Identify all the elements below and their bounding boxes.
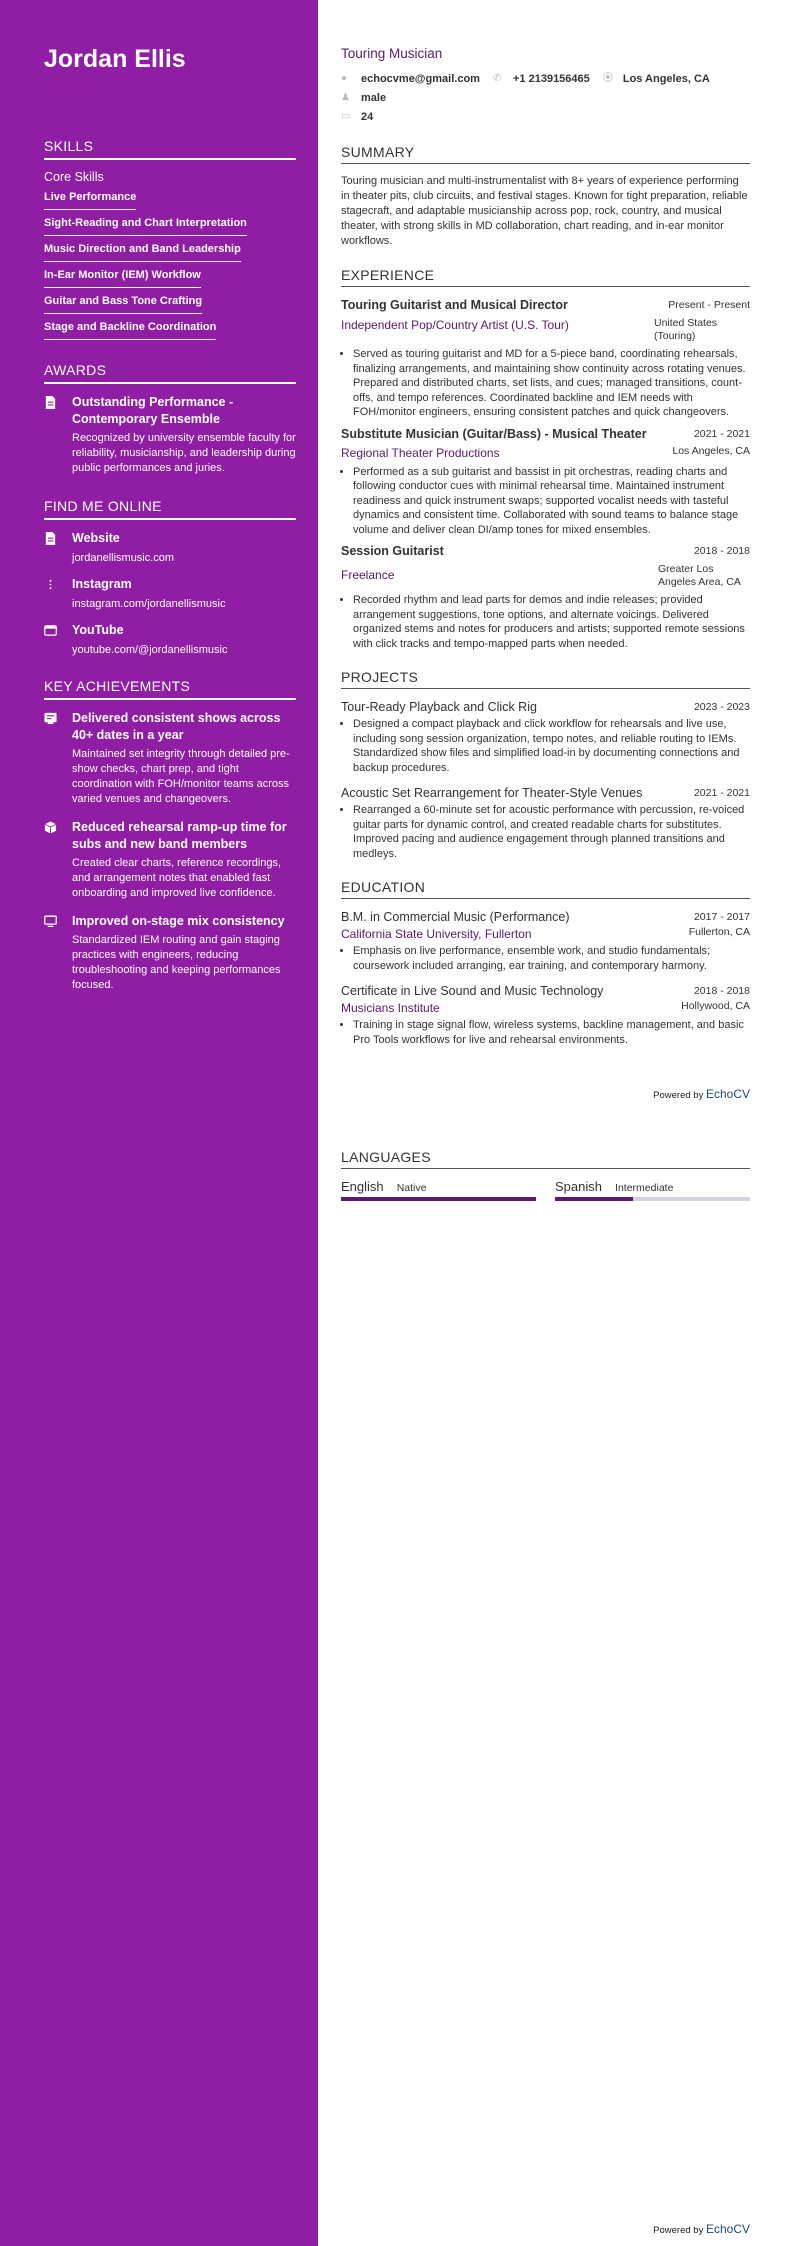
powered-by-brand[interactable]: EchoCV xyxy=(705,1087,750,1101)
skills-section xyxy=(44,138,296,340)
location-contact xyxy=(603,70,710,88)
education-entry xyxy=(341,983,750,1047)
email-icon: ● xyxy=(341,73,348,84)
award-title: Outstanding Performance - Contemporary Ensemble xyxy=(72,395,234,426)
online-section xyxy=(44,498,296,656)
project-title: Tour-Ready Playback and Click Rig xyxy=(341,700,537,714)
project-date: 2023 - 2023 xyxy=(693,701,750,713)
link-title: Instagram xyxy=(72,577,132,591)
projects-heading: PROJECTS xyxy=(341,669,750,689)
skill-item: Guitar and Bass Tone Crafting xyxy=(44,292,202,314)
job-bullet: • Performed as a sub guitarist and bassist in pit orchestras, reading charts and following conductor cues with minimal rehearsal time. Maintained instrument readiness and quick instrument swaps; supported vocalist needs with tasteful dynamics and consistent time. Collaborated with sound teams to balance stage volume and deliver clean DI/amp tones for mixed ensembles. xyxy=(353,465,750,538)
job-company: Independent Pop/Country Artist (U.S. Tour) xyxy=(341,318,569,332)
summary-text: Touring musician and multi-instrumentalist with 8+ years of experience performing in theater pits, club circuits, and festival stages. Known for tight preparation, reliable stagecraft, and adaptable musicianship across pop, rock, country, and musical theater, with strong skills in MD collaboration, chart reading, and in-ear monitor workflows. xyxy=(341,175,748,247)
job-company: Regional Theater Productions xyxy=(341,445,500,460)
language-name: Spanish xyxy=(555,1179,602,1194)
achievement-title: Delivered consistent shows across 40+ dates in a year xyxy=(72,711,281,742)
achievements-heading: KEY ACHIEVEMENTS xyxy=(44,678,296,700)
powered-by-brand[interactable]: EchoCV xyxy=(705,2222,750,2236)
language-item xyxy=(555,1179,750,1201)
award-entry xyxy=(44,394,296,476)
link-entry-instagram[interactable] xyxy=(44,576,296,610)
awards-section xyxy=(44,362,296,476)
degree-title: B.M. in Commercial Music (Performance) xyxy=(341,910,570,924)
awards-heading: AWARDS xyxy=(44,362,296,384)
skill-item: Music Direction and Band Leadership xyxy=(44,240,241,262)
job-entry xyxy=(341,297,750,420)
job-bullet: • Recorded rhythm and lead parts for demos and indie releases; provided arrangement suggestions, tone options, and alternate voicings. Delivered organized stems and notes for producers and artists; supported remote sessions with click tracks and tempo-mapped parts when needed. xyxy=(353,593,750,651)
person-icon: ♟ xyxy=(341,92,350,103)
job-title: Session Guitarist xyxy=(341,544,444,558)
job-date: 2018 - 2018 xyxy=(693,545,750,557)
candidate-name: Jordan Ellis xyxy=(44,45,186,73)
age-contact xyxy=(341,108,373,126)
email-contact[interactable] xyxy=(341,70,480,88)
powered-by-prefix: Powered by xyxy=(653,1090,704,1101)
skill-item: Stage and Backline Coordination xyxy=(44,318,216,340)
summary-heading: SUMMARY xyxy=(341,144,750,164)
skill-item: In-Ear Monitor (IEM) Workflow xyxy=(44,266,201,288)
sidebar xyxy=(0,0,318,2246)
skills-heading: SKILLS xyxy=(44,138,296,160)
school-name: California State University, Fullerton xyxy=(341,927,532,941)
job-location: United States (Touring) xyxy=(654,317,718,342)
projects-section xyxy=(341,669,750,861)
skills-group-label: Core Skills xyxy=(44,170,104,184)
experience-heading: EXPERIENCE xyxy=(341,267,750,287)
award-description: Recognized by university ensemble faculty for reliability, musicianship, and leadership during public performances and juries. xyxy=(72,432,296,474)
powered-by-footer xyxy=(341,1087,750,1101)
link-title: YouTube xyxy=(72,623,124,637)
online-heading: FIND ME ONLINE xyxy=(44,498,296,520)
gender-contact xyxy=(341,89,386,107)
instagram-link[interactable]: instagram.com/jordanellismusic xyxy=(72,598,226,610)
achievement-entry xyxy=(44,913,296,993)
language-proficiency-bar xyxy=(341,1197,536,1201)
role-title: Touring Musician xyxy=(341,46,443,61)
project-title: Acoustic Set Rearrangement for Theater-Style Venues xyxy=(341,786,643,800)
job-company: Freelance xyxy=(341,568,395,582)
job-entry xyxy=(341,543,750,651)
job-entry xyxy=(341,426,750,538)
location-pin-icon: ⦿ xyxy=(602,73,613,84)
achievement-description: Created clear charts, reference recordings, and arrangement notes that enabled fast onboarding and improved live confidence. xyxy=(72,857,282,899)
achievement-entry xyxy=(44,819,296,901)
language-proficiency-fill xyxy=(555,1197,633,1201)
project-bullet: • Designed a compact playback and click workflow for rehearsals and live use, including song session organization, tempo notes, and reliable routing to IEMs. Standardized show files and simplified load-in by documenting connections and backup procedures. xyxy=(353,717,750,775)
achievement-description: Standardized IEM routing and gain staging practices with engineers, reducing troubleshooting and keeping performances focused. xyxy=(72,934,281,991)
age-value: 24 xyxy=(361,111,374,123)
education-heading: EDUCATION xyxy=(341,879,750,899)
achievement-title: Improved on-stage mix consistency xyxy=(72,914,285,928)
language-proficiency-fill xyxy=(341,1197,536,1201)
summary-section xyxy=(341,144,750,249)
language-level: Native xyxy=(396,1182,427,1194)
school-location: Hollywood, CA xyxy=(681,1000,750,1012)
language-proficiency-bar xyxy=(555,1197,750,1201)
education-bullet: • Emphasis on live performance, ensemble work, and studio fundamentals; coursework included arranging, ear training, and contemporary harmony. xyxy=(353,944,750,973)
contact-info xyxy=(341,69,750,126)
achievement-title: Reduced rehearsal ramp-up time for subs and new band members xyxy=(72,820,287,851)
youtube-link[interactable]: youtube.com/@jordanellismusic xyxy=(72,644,228,656)
link-title: Website xyxy=(72,531,120,545)
powered-by-prefix: Powered by xyxy=(653,2225,704,2236)
school-name: Musicians Institute xyxy=(341,1001,440,1015)
education-date: 2017 - 2017 xyxy=(693,911,750,923)
location-value: Los Angeles, CA xyxy=(622,73,710,85)
job-title: Touring Guitarist and Musical Director xyxy=(341,298,568,312)
job-bullet: • Served as touring guitarist and MD for a 5-piece band, coordinating rehearsals, finalizing arrangements, and maintaining show continuity across rotating venues. Prepared and distributed charts, set lists, and cues; managed transitions, count-offs, and tempo references. Coordinated backline and IEM needs with FOH/monitor engineers, ensuring consistent patches and quick changeovers. xyxy=(353,347,750,420)
link-entry-website[interactable] xyxy=(44,530,296,564)
degree-title: Certificate in Live Sound and Music Technology xyxy=(341,984,604,998)
calendar-icon xyxy=(44,710,72,807)
language-item xyxy=(341,1179,536,1201)
skill-item: Live Performance xyxy=(44,188,136,210)
job-location: Los Angeles, CA xyxy=(672,444,750,457)
achievements-section xyxy=(44,678,296,993)
link-entry-youtube[interactable] xyxy=(44,622,296,656)
project-bullet: • Rearranged a 60-minute set for acoustic performance with percussion, re-voiced guitar parts for dynamic control, and created readable charts for substitutes. Improved pacing and audience engagement through planned transitions and medleys. xyxy=(353,803,750,861)
languages-section xyxy=(341,1149,750,1201)
skill-item: Sight-Reading and Chart Interpretation xyxy=(44,214,247,236)
education-date: 2018 - 2018 xyxy=(693,985,750,997)
phone-contact[interactable] xyxy=(493,70,590,88)
education-bullet: • Training in stage signal flow, wireless systems, backline management, and basic Pro Tools workflows for live and rehearsal environments. xyxy=(353,1018,750,1047)
job-date: 2021 - 2021 xyxy=(693,427,750,440)
calendar-small-icon: ▭ xyxy=(341,111,351,122)
languages-heading: LANGUAGES xyxy=(341,1149,750,1169)
youtube-icon xyxy=(44,622,72,656)
project-entry xyxy=(341,785,750,861)
job-location: Greater Los Angeles Area, CA xyxy=(658,563,741,588)
email-value[interactable]: echocvme@gmail.com xyxy=(361,73,480,85)
project-date: 2021 - 2021 xyxy=(693,787,750,799)
school-location: Fullerton, CA xyxy=(688,926,750,938)
education-section xyxy=(341,879,750,1047)
job-date: Present - Present xyxy=(668,299,750,311)
main-content xyxy=(318,0,794,2246)
language-level: Intermediate xyxy=(615,1182,674,1194)
powered-by-footer-bottom xyxy=(653,2222,750,2236)
project-entry xyxy=(341,699,750,775)
experience-section xyxy=(341,267,750,651)
phone-value[interactable]: +1 2139156465 xyxy=(513,73,590,85)
job-title: Substitute Musician (Guitar/Bass) - Musical Theater xyxy=(341,426,647,441)
globe-icon xyxy=(44,530,72,564)
monitor-icon xyxy=(44,913,72,993)
gender-value: male xyxy=(361,92,387,104)
phone-icon: ✆ xyxy=(493,73,502,84)
achievement-description: Maintained set integrity through detailed pre-show checks, chart prep, and tight coordination with FOH/monitor teams across varied venues and changeovers. xyxy=(72,748,290,805)
website-link[interactable]: jordanellismusic.com xyxy=(72,552,175,564)
instagram-icon xyxy=(44,576,72,610)
achievement-entry xyxy=(44,710,296,807)
language-name: English xyxy=(341,1179,384,1194)
document-icon xyxy=(44,394,72,476)
cube-icon xyxy=(44,819,72,901)
education-entry xyxy=(341,909,750,973)
